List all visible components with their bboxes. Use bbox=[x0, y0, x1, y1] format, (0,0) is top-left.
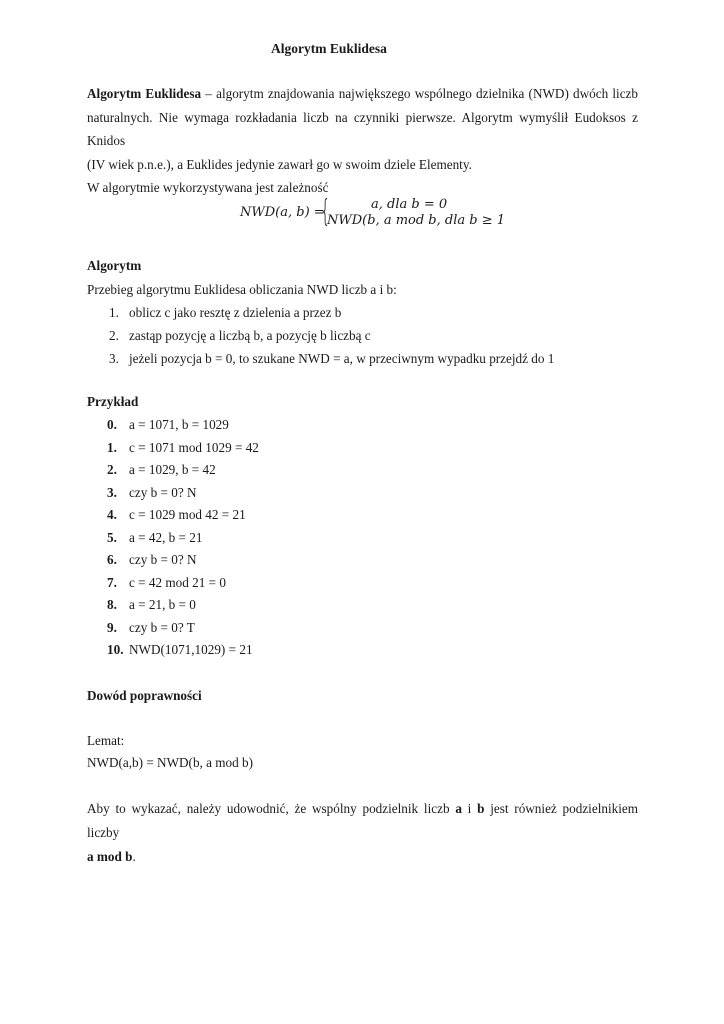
example-step: 8. a = 21, b = 0 bbox=[107, 597, 196, 612]
algorithm-step: 1. oblicz c jako resztę z dzielenia a przez b bbox=[109, 305, 342, 320]
intro-line-4: W algorytmie wykorzystywana jest zależność bbox=[87, 180, 329, 195]
example-step: 4. c = 1029 mod 42 = 21 bbox=[107, 507, 246, 522]
proof-line-2: a mod b. bbox=[87, 849, 136, 864]
algorithm-step: 2. zastąp pozycję a liczbą b, a pozycję b liczbą c bbox=[109, 328, 371, 343]
example-step: 5. a = 42, b = 21 bbox=[107, 530, 203, 545]
algorithm-description: Przebieg algorytmu Euklidesa obliczania NWD liczb a i b: bbox=[87, 282, 397, 297]
proof-paragraph bbox=[87, 797, 638, 869]
lemma-label: Lemat: bbox=[87, 733, 125, 748]
intro-bold-term: Algorytm Euklidesa bbox=[87, 86, 202, 101]
algorithm-step: 3. jeżeli pozycja b = 0, to szukane NWD = a, w przeciwnym wypadku przejdź do 1 bbox=[109, 351, 555, 366]
formula-lhs: NWD(a, b) = bbox=[240, 205, 325, 220]
proof-heading: Dowód poprawności bbox=[87, 688, 202, 703]
example-step: 1. c = 1071 mod 1029 = 42 bbox=[107, 440, 259, 455]
example-step: 2. a = 1029, b = 42 bbox=[107, 462, 216, 477]
example-step: 0. a = 1071, b = 1029 bbox=[107, 417, 229, 432]
example-step: 10. NWD(1071,1029) = 21 bbox=[107, 642, 253, 657]
intro-paragraph bbox=[87, 82, 638, 200]
algorithm-heading: Algorytm bbox=[87, 258, 142, 273]
proof-line-1: Aby to wykazać, należy udowodnić, że wspólny podzielnik liczb a i b jest również podzielnikiem liczby bbox=[87, 801, 638, 840]
intro-line-2: naturalnych. Nie wymaga rozkładania liczb na czynniki pierwsze. Algorytm wymyślił Eudoksos z Knidos bbox=[87, 109, 638, 148]
example-step: 6. czy b = 0? N bbox=[107, 552, 197, 567]
intro-line-1-rest: – algorytm znajdowania największego wspólnego dzielnika (NWD) dwóch liczb bbox=[201, 86, 639, 101]
formula-case-1: a, dla b = 0 bbox=[371, 197, 448, 212]
example-heading: Przykład bbox=[87, 394, 139, 409]
example-step: 3. czy b = 0? N bbox=[107, 485, 197, 500]
example-step: 7. c = 42 mod 21 = 0 bbox=[107, 575, 226, 590]
formula-brace-icon: { bbox=[320, 194, 331, 229]
formula-case-2: NWD(b, a mod b, dla b ≥ 1 bbox=[327, 213, 506, 228]
intro-line-3: (IV wiek p.n.e.), a Euklides jedynie zawarł go w swoim dziele Elementy. bbox=[87, 156, 472, 172]
document-title: Algorytm Euklidesa bbox=[271, 41, 387, 56]
intro-line-1 bbox=[87, 82, 638, 106]
example-step: 9. czy b = 0? T bbox=[107, 620, 195, 635]
lemma-statement: NWD(a,b) = NWD(b, a mod b) bbox=[87, 755, 254, 770]
